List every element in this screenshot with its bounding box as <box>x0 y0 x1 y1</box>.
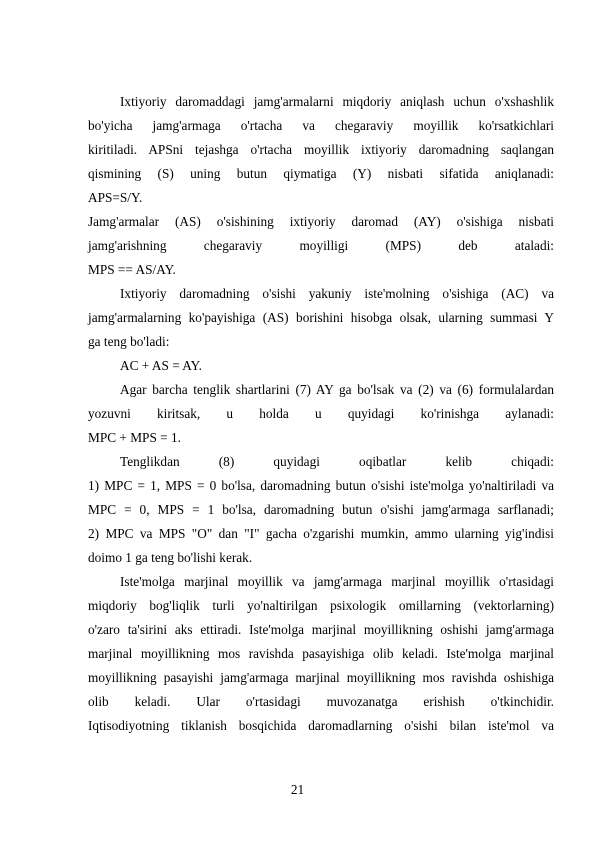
text-line-22: miqdoriy bog'liqlik turli yo'naltirilgan psixologik omillarning (vektorlarning) <box>88 598 554 613</box>
text-line-4: qismining (S) uning butun qiymatiga (Y) nisbati sifatida aniqlanadi: <box>88 166 554 181</box>
text-line-19: 2) MPC va MPS "O" dan "I" gacha o'zgarishi mumkin, ammo ularning yig'indisi <box>88 526 554 541</box>
text-line-2: bo'yicha jamg'armaga o'rtacha va chegaraviy moyillik ko'rsatkichlari <box>88 118 554 133</box>
text-line-24: marjinal moyillikning mos ravishda pasayishiga olib keladi. Iste'molga marjinal <box>88 646 554 661</box>
text-line-23: o'zaro ta'sirini aks ettiradi. Iste'molga marjinal moyillikning oshishi jamg'armaga <box>88 622 554 637</box>
formula-mps: MPS == AS/AY. <box>88 262 176 277</box>
formula-ac-as: AC + AS = AY. <box>120 358 202 373</box>
text-line-25: moyillikning pasayishi jamg'armaga marjinal moyillikning mos ravishda oshishiga <box>88 670 554 685</box>
text-line-9: Ixtiyoriy daromadning o'sishi yakuniy iste'molning o'sishiga (AC) va <box>120 286 554 301</box>
text-line-3: kiritiladi. APSni tejashga o'rtacha moyillik ixtiyoriy daromadning saqlangan <box>88 142 554 157</box>
formula-aps: APS=S/Y. <box>88 190 143 205</box>
text-line-27: Iqtisodiyotning tiklanish bosqichida daromadlarning o'sishi bilan iste'mol va <box>88 718 554 733</box>
text-line-26: olib keladi. Ular o'rtasidagi muvozanatga erishish o'tkinchidir. <box>88 694 554 709</box>
text-line-11: ga teng bo'ladi: <box>88 334 170 349</box>
page-number: 21 <box>290 782 305 797</box>
text-line-10: jamg'armalarning ko'payishiga (AS) borishini hisobga olsak, ularning summasi Y <box>88 310 554 325</box>
text-line-17: 1) MPC = 1, MPS = 0 bo'lsa, daromadning butun o'sishi iste'molga yo'naltiriladi va <box>88 478 554 493</box>
text-line-6: Jamg'armalar (AS) o'sishining ixtiyoriy daromad (AY) o'sishiga nisbati <box>88 214 554 229</box>
text-line-20: doimo 1 ga teng bo'lishi kerak. <box>88 550 253 565</box>
text-line-7: jamg'arishning chegaraviy moyilligi (MPS) deb ataladi: <box>88 238 554 253</box>
formula-mpc-mps: MPC + MPS = 1. <box>88 430 181 445</box>
text-line-16: Tenglikdan (8) quyidagi oqibatlar kelib chiqadi: <box>120 454 554 469</box>
text-line-1: Ixtiyoriy daromaddagi jamg'armalarni miqdoriy aniqlash uchun o'xshashlik <box>120 94 554 109</box>
text-line-13: Agar barcha tenglik shartlarini (7) AY ga bo'lsak va (2) va (6) formulalardan <box>120 382 554 397</box>
text-line-18: MPC = 0, MPS = 1 bo'lsa, daromadning butun o'sishi jamg'armaga sarflanadi; <box>88 502 554 517</box>
text-line-21: Iste'molga marjinal moyillik va jamg'armaga marjinal moyillik o'rtasidagi <box>120 574 554 589</box>
text-line-14: yozuvni kiritsak, u holda u quyidagi ko'rinishga aylanadi: <box>88 406 554 421</box>
